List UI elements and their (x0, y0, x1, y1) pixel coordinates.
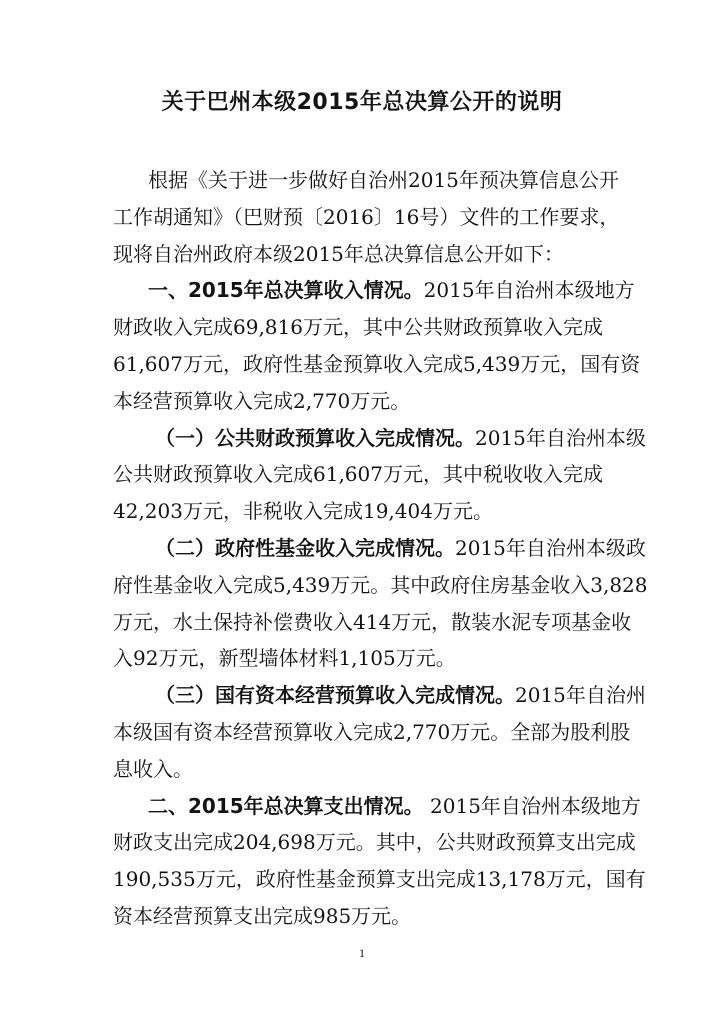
section-1-line-2: 财政收入完成69,816万元，其中公共财政预算收入完成 (113, 315, 603, 340)
intro-line-3: 现将自治州政府本级2015年总决算信息公开如下： (113, 241, 564, 266)
section-1a-line-2: 公共财政预算收入完成61,607万元，其中税收收入完成 (113, 462, 603, 487)
section-1-line-3: 61,607万元，政府性基金预算收入完成5,439万元，国有资 (113, 351, 641, 376)
section-1c-first-line (113, 677, 646, 714)
section-1-text: 2015年自治州本级地方 (423, 278, 635, 303)
section-1b-line-2: 府性基金收入完成5,439万元。其中政府住房基金收入3,828 (113, 572, 648, 597)
section-1c-line-2: 本级国有资本经营预算收入完成2,770万元。全部为股利股 (113, 719, 631, 744)
section-2-line-3: 190,535万元，政府性基金预算支出完成13,178万元，国有 (113, 867, 646, 892)
section-2-line-4: 资本经营预算支出完成985万元。 (113, 903, 412, 928)
section-1b-line-4: 入92万元，新型墙体材料1,105万元。 (113, 646, 456, 671)
section-2-line-2: 财政支出完成204,698万元。其中，公共财政预算支出完成 (113, 830, 636, 855)
page-title: 关于巴州本级2015年总决算公开的说明 (161, 90, 563, 115)
section-1a-heading: （一）公共财政预算收入完成情况。 (155, 425, 475, 450)
section-2-text: 2015年自治州本级地方 (423, 793, 641, 818)
section-1b-line-3: 万元，水土保持补偿费收入414万元，散装水泥专项基金收 (113, 609, 632, 634)
section-1c-heading: （三）国有资本经营预算收入完成情况。 (155, 683, 515, 708)
intro-line-2: 工作胡通知》（巴财预〔2016〕16号）文件的工作要求， (113, 204, 620, 229)
section-2-heading: 二、2015年总决算支出情况。 (148, 793, 424, 818)
document-body (113, 162, 648, 935)
section-1-first-line (113, 272, 643, 309)
section-2-first-line (113, 788, 643, 825)
section-1a-line-3: 42,203万元，非税收入完成19,404万元。 (113, 499, 493, 524)
section-1c-text: 2015年自治州 (515, 683, 646, 708)
section-1b-heading: （二）政府性基金收入完成情况。 (155, 535, 455, 560)
section-1a-text: 2015年自治州本级 (475, 425, 646, 450)
section-1-line-4: 本经营预算收入完成2,770万元。 (113, 388, 411, 413)
intro-line-1: 根据《关于进一步做好自治州2015年预决算信息公开 (148, 168, 619, 192)
section-1b-first-line (113, 530, 646, 567)
section-1c-line-3: 息收入。 (113, 756, 193, 781)
section-1b-text: 2015年自治州本级政 (455, 535, 646, 560)
page-number: 1 (359, 946, 365, 960)
section-1a-first-line (113, 420, 646, 457)
section-1-heading: 一、2015年总决算收入情况。 (148, 278, 424, 303)
